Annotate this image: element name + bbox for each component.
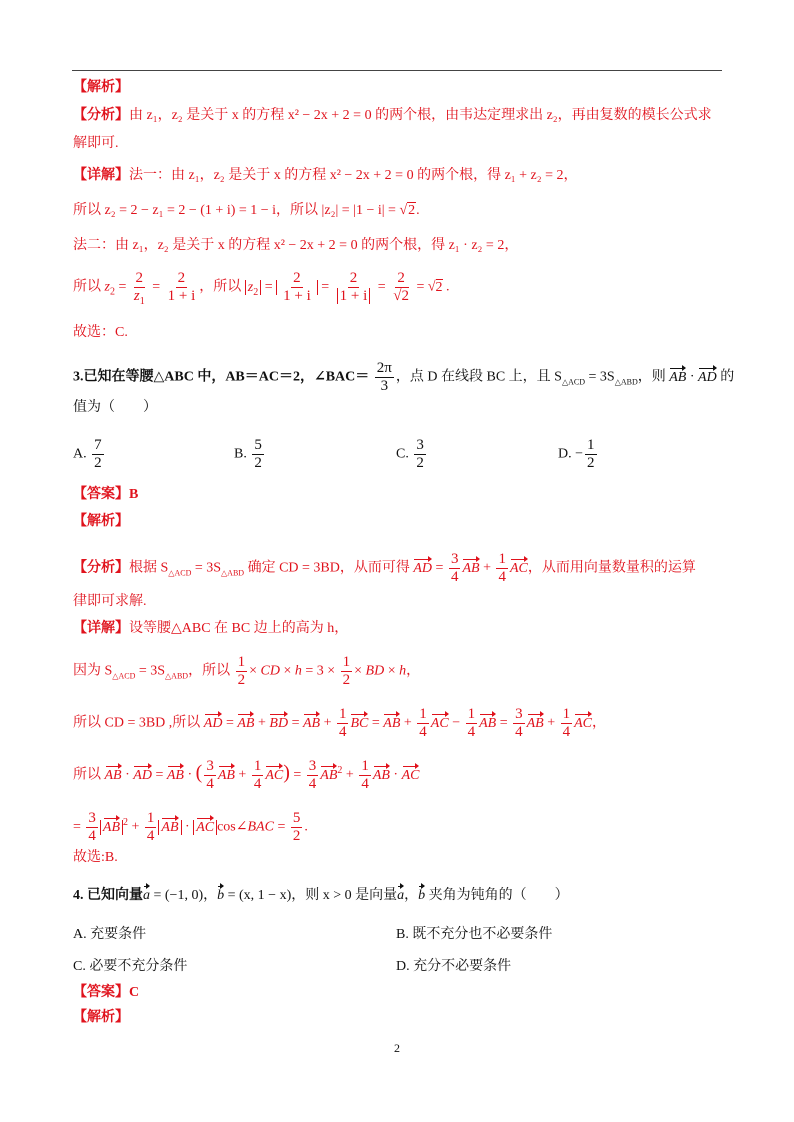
q2-method2-a: 法二：由 z₁，z₂ 是关于 x 的方程 x² − 2x + 2 = 0 的两个根，得 z₁ · z₂ = 2， (73, 238, 519, 253)
q3-detail-5: = $\frac{3}{4}$ AB $^2$ + $\frac{1}{4}$ AB · AC cos∠BAC = $\frac{5}{2}$ . (73, 810, 308, 844)
option-text: 既不充分也不必要条件 (412, 927, 553, 942)
q4-answer-value: C (129, 985, 140, 1000)
q3-stem-cont: 值为（ ） (73, 400, 157, 415)
q3-stem-b: ，点 D 在线段 BC 上，且 S (395, 369, 562, 385)
q3-stem-f: ，则 (637, 369, 666, 385)
q3-detail-1 (73, 619, 348, 639)
q3-option-a (73, 437, 106, 472)
q3-option-b (234, 437, 266, 472)
q3-detail2-sub2: △ABD (165, 671, 189, 681)
fenxi-label: 【分析】 (73, 108, 129, 123)
q3-stem-a: 3.已知在等腰△ABC 中，AB＝AC＝2，∠BAC＝ (73, 369, 370, 385)
q4-stem: 4. 已知向量a = (−1, 0)，b = (x, 1 − x)，则 x > 0 是向量a，b 夹角为钝角的（ ） (73, 886, 569, 906)
q2-method2-b: 所以 $z_2$ = $\frac{2}{z_1}$ = $\frac{2}{1 + i}$ ，所以 $z_2$ = $\frac{2}{1 + i}$ = $\frac{2}{1 + i}$ = $\frac{2}{√2}$ = √2 . (73, 270, 450, 307)
option-label: D. (396, 959, 410, 974)
option-den: 2 (587, 455, 595, 471)
q4-stem-e: 夹角为钝角的（ ） (425, 888, 569, 903)
q3-detail1-text: 设等腰△ABC 在 BC 边上的高为 h， (129, 621, 349, 636)
q3-option-d (558, 437, 599, 472)
q2-method1-a: 法一：由 z₁，z₂ 是关于 x 的方程 x² − 2x + 2 = 0 的两个根，得 z₁ + z₂ = 2， (129, 168, 578, 183)
q3-angle-fraction (375, 360, 394, 395)
q2-fenxi (73, 106, 712, 126)
sqrt-radicand: 2 (408, 203, 416, 218)
fenxi-label: 【分析】 (73, 560, 129, 576)
option-den: 2 (416, 455, 424, 471)
page-number: 2 (394, 1041, 400, 1055)
q3-angle-num: 2π (376, 360, 392, 376)
q4-option-d (396, 957, 511, 977)
q4-stem-a: 4. 已知向量 (73, 888, 143, 903)
q3-fenxi-sub2: △ABD (221, 568, 245, 578)
q3-answer (73, 485, 138, 505)
q3-detail-2: 因为 $S_{\triangle ACD} = 3S_{\triangle ABD}$，所以 $\frac{1}{2}$ × CD × h = 3 × $\frac{1}{2}$ × BD × h， (73, 654, 421, 688)
option-num: 7 (94, 437, 102, 453)
q4-stem-c: = (x, 1 − x)，则 x > 0 是向量 (224, 888, 398, 903)
option-label: B. (396, 927, 409, 942)
q3-fenxi-d: ，从而用向量数量积的运算 (527, 560, 696, 576)
q3-stem-d: = 3S (585, 369, 615, 385)
option-label: D. (558, 446, 572, 462)
option-text: 充要条件 (90, 927, 147, 942)
q3-fenxi-c: 确定 CD = 3BD，从而可得 (244, 560, 410, 576)
q3-detail4-pre: 所以 (73, 767, 101, 783)
q3-fenxi-a: 根据 S (129, 560, 169, 576)
option-label: A. (73, 927, 87, 942)
q2-method2-b-pre: 所以 (73, 279, 101, 295)
q3-detail-4: 所以 AB · AD = AB · ( $\frac{3}{4}$ AB + $\frac{1}{4}$ AC) = $\frac{3}{4}$ $AB^2$ + $\frac{1}{4}$ AB · AC (73, 758, 420, 792)
q3-stem-c: △ACD (561, 377, 585, 387)
q3-stem-g: 的 (720, 369, 735, 385)
daan-label: 【答案】 (73, 985, 129, 1000)
q2-method1-b: 所以 z₂ = 2 − z₁ = 2 − (1 + i) = 1 − i，所以 |z₂| = |1 − i| = √2. (73, 201, 420, 221)
q2-conclusion: 故选：C. (73, 325, 128, 340)
option-den: 2 (94, 455, 102, 471)
option-num: 5 (254, 437, 262, 453)
q3-fenxi-sub1: △ACD (168, 568, 192, 578)
xiangjie-label: 【详解】 (73, 168, 129, 183)
q4-option-c (73, 957, 187, 977)
q2-fenxi-cont: 解即可. (73, 136, 119, 151)
xiangjie-label: 【详解】 (73, 621, 129, 636)
q3-detail-3: 所以 CD = 3BD ,所以 AD = AB + BD = AB + $\frac{1}{4}$ BC = AB + $\frac{1}{4}$ AC − $\frac{1}{4}$ AB = $\frac{3}{4}$ AB + $\frac{1}{4}$ AC， (73, 706, 607, 740)
q3-conclusion: 故选:B. (73, 850, 118, 865)
q3-detail2-a: 因为 S (73, 663, 113, 679)
jiexi-label-q2: 【解析】 (73, 80, 129, 95)
option-label: C. (396, 446, 409, 462)
option-label: B. (234, 446, 247, 462)
sqrt-symbol: √2 (399, 203, 416, 218)
option-num: 1 (587, 437, 595, 453)
q3-fenxi-b: = 3S (191, 560, 222, 576)
q3-option-c (396, 437, 428, 472)
q4-answer (73, 983, 139, 1003)
q2-fenxi-text: 由 z₁，z₂ 是关于 x 的方程 x² − 2x + 2 = 0 的两个根，由韦达定理求出 z₂，再由复数的模长公式求 (129, 108, 712, 123)
q4-option-a (73, 925, 146, 945)
q4-stem-b: = (−1, 0)， (150, 888, 218, 903)
option-num: 3 (416, 437, 424, 453)
q3-answer-value: B (129, 487, 139, 502)
jiexi-label-q3: 【解析】 (73, 514, 129, 529)
option-label: A. (73, 446, 87, 462)
option-neg: − (575, 446, 584, 462)
q3-detail2-sub1: △ACD (112, 671, 136, 681)
header-rule (72, 70, 722, 71)
daan-label: 【答案】 (73, 487, 129, 502)
q3-fenxi: 【分析】根据 $S_{\triangle ACD} = 3S_{\triangle ABD}$ 确定 CD = 3BD，从而可得 AD = $\frac{3}{4}$ AB + $\frac{1}{4}$ AC，从而用向量数量积的运算 (73, 551, 696, 585)
option-den: 2 (254, 455, 262, 471)
option-label: C. (73, 959, 86, 974)
q4-stem-d: ， (404, 888, 419, 903)
q2-method1 (73, 166, 578, 186)
q3-stem: 3.已知在等腰△ABC 中，AB＝AC＝2，∠BAC＝ $\frac{2\pi}{3}$ ，点 D 在线段 BC 上，且 $S_{\triangle ACD} = 3S_{\triangle ABD}$，则 AB · AD 的 (73, 360, 735, 394)
q3-stem-e: △ABD (614, 377, 638, 387)
q3-detail3-pre: 所以 CD = 3BD ,所以 (73, 715, 201, 731)
jiexi-label-q4: 【解析】 (73, 1010, 129, 1025)
q3-angle-den: 3 (380, 378, 389, 394)
option-text: 充分不必要条件 (413, 959, 512, 974)
q3-detail2-b: = 3S (135, 663, 166, 679)
q3-fenxi-cont: 律即可求解. (73, 594, 147, 609)
q2-method1-b-text: 所以 z₂ = 2 − z₁ = 2 − (1 + i) = 1 − i，所以 |z₂| = |1 − i| = (73, 203, 400, 218)
q3-detail2-c: ，所以 (188, 663, 231, 679)
option-text: 必要不充分条件 (89, 959, 188, 974)
q4-option-b (396, 925, 552, 945)
